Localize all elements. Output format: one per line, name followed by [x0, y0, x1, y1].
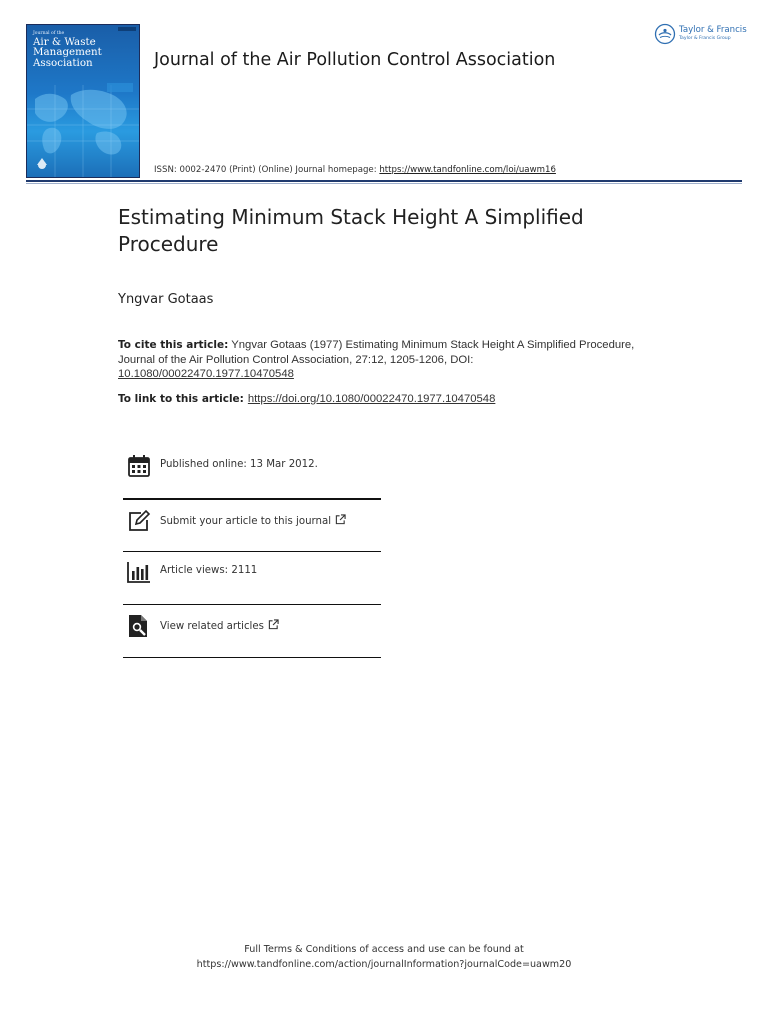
- cover-title-line-2: Management: [33, 46, 102, 59]
- related-articles-text: View related articles: [160, 621, 264, 632]
- cover-title: [33, 32, 133, 68]
- journal-cover-image: [26, 24, 140, 178]
- publisher-name: Taylor & Francis: [679, 25, 747, 35]
- info-divider-2: [123, 551, 381, 552]
- related-articles-row[interactable]: [123, 610, 381, 646]
- info-divider-1: [123, 498, 381, 500]
- issn-line: [154, 165, 556, 175]
- article-author: Yngvar Gotaas: [118, 292, 214, 307]
- cite-label: To cite this article:: [118, 339, 229, 351]
- link-label: To link to this article:: [118, 393, 244, 405]
- cover-title-line-1: Air & Waste: [33, 35, 96, 48]
- submit-article-link[interactable]: [160, 514, 346, 527]
- edit-icon: [127, 509, 151, 533]
- citation-block: [118, 338, 638, 382]
- submit-article-text: Submit your article to this journal: [160, 516, 332, 527]
- publisher-group: Taylor & Francis Group: [679, 36, 731, 41]
- footer: [0, 942, 768, 972]
- article-link-block: [118, 393, 678, 405]
- calendar-icon: [127, 454, 151, 478]
- submit-article-row[interactable]: [123, 505, 381, 541]
- issn-text: ISSN: 0002-2470 (Print) (Online) Journal homepage:: [154, 165, 380, 175]
- cite-doi-link[interactable]: 10.1080/00022470.1977.10470548: [118, 368, 294, 381]
- cite-text: Yngvar Gotaas (1977) Estimating Minimum Stack Height A Simplified Procedure, Journal of the Air Pollution Control Association, 27:12, 1205-1206, DOI:: [118, 339, 635, 366]
- footer-terms-text: Full Terms & Conditions of access and use can be found at: [244, 944, 524, 955]
- published-online-row: [123, 450, 381, 486]
- article-title: Estimating Minimum Stack Height A Simplified Procedure: [118, 205, 584, 256]
- article-views-row: [123, 556, 381, 592]
- journal-homepage-link[interactable]: https://www.tandfonline.com/loi/uawm16: [379, 165, 556, 175]
- header-rule-thin: [26, 183, 742, 184]
- published-online-text: Published online: 13 Mar 2012.: [160, 459, 318, 470]
- article-views-text: Article views: 2111: [160, 565, 258, 576]
- search-document-icon: [127, 614, 151, 638]
- info-divider-4: [123, 657, 381, 658]
- footer-terms-link[interactable]: https://www.tandfonline.com/action/journalInformation?journalCode=uawm20: [196, 959, 572, 970]
- cover-small-label: Journal of the: [33, 31, 65, 36]
- cover-issue-tag: [118, 27, 136, 31]
- info-divider-3: [123, 604, 381, 605]
- taylor-francis-logo-icon: [654, 23, 676, 45]
- related-articles-link[interactable]: [160, 619, 279, 632]
- cover-title-line-3: Association: [33, 56, 93, 69]
- article-doi-link[interactable]: https://doi.org/10.1080/00022470.1977.10470548: [247, 393, 496, 405]
- taylor-francis-logo: [654, 22, 746, 48]
- bar-chart-icon: [127, 560, 151, 584]
- journal-title: Journal of the Air Pollution Control Association: [154, 50, 556, 70]
- header-rule: [26, 180, 742, 182]
- external-link-icon: [335, 514, 346, 525]
- external-link-icon: [268, 619, 279, 630]
